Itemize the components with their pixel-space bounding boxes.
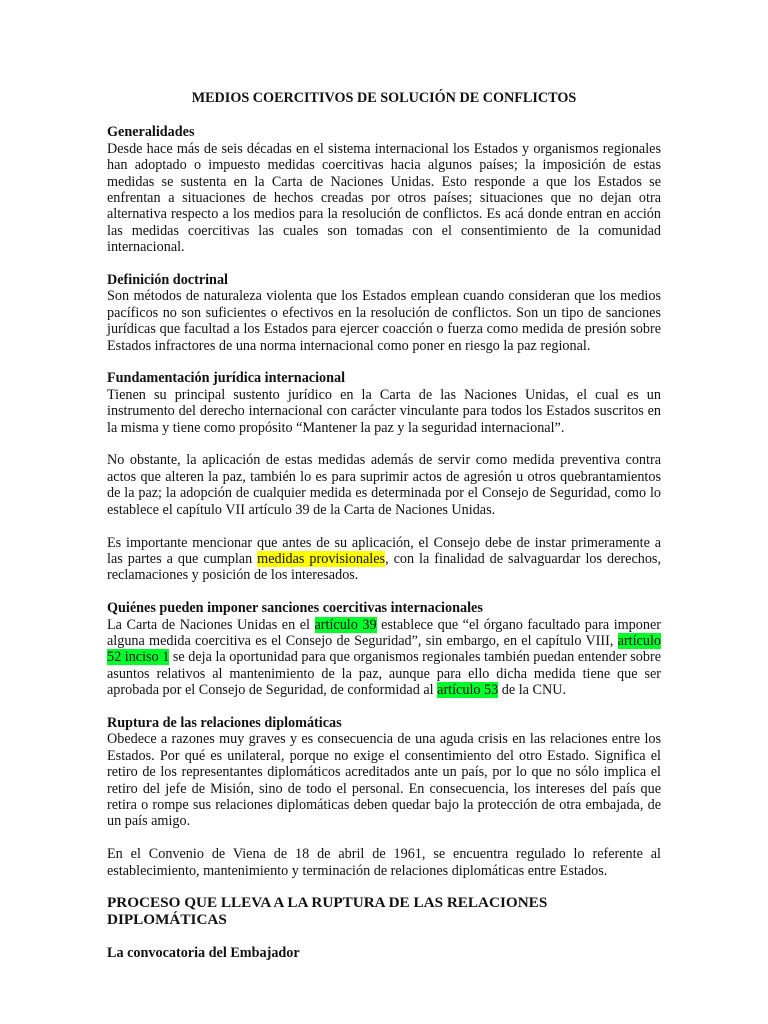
highlight-medidas-provisionales: medidas provisionales	[257, 550, 386, 567]
paragraph-ruptura-2: En el Convenio de Viena de 18 de abril de 1961, se encuentra regulado lo referente al establecimiento, mantenimiento y terminación de relaciones diplomáticas entre Estados.	[107, 846, 661, 879]
paragraph-definicion: Son métodos de naturaleza violenta que los Estados emplean cuando consideran que los medios pacíficos no son suficientes o efectivos en la resolución de conflictos. Son un tipo de sanciones jurídicas que facultad a los Estados para ejercer coacción o fuerza como medida de presión sobre Estados infractores de una norma internacional como poner en riesgo la paz regional.	[107, 288, 661, 354]
paragraph-fundamentacion-2: No obstante, la aplicación de estas medidas además de servir como medida preventiva contra actos que alteren la paz, también lo es para suprimir actos de agresión u otros quebrantamientos de la paz; la adopción de cualquier medida es determinada por el Consejo de Seguridad, como lo establece el capítulo VII artículo 39 de la Carta de Naciones Unidas.	[107, 452, 661, 518]
document-title: MEDIOS COERCITIVOS DE SOLUCIÓN DE CONFLICTOS	[191, 90, 577, 106]
heading-generalidades: Generalidades	[107, 124, 195, 141]
heading-definicion: Definición doctrinal	[107, 272, 228, 289]
heading-ruptura: Ruptura de las relaciones diplomáticas	[107, 714, 342, 731]
text-run: establece que “el órgano facultado para imponer alguna medida coercitiva es el Consejo de Seguridad”, sin embargo, en el capítulo VIII,	[107, 616, 661, 649]
text-run: Es importante mencionar que antes de su aplicación, el Consejo debe de instar primeramente a las partes a que cumplan	[107, 534, 661, 567]
paragraph-fundamentacion-3	[107, 535, 661, 584]
heading-quienes: Quiénes pueden imponer sanciones coercitivas internacionales	[107, 600, 483, 617]
highlight-articulo-53: artículo 53	[437, 682, 499, 699]
text-run: , con la finalidad de salvaguardar los derechos, reclamaciones y posición de los interesados.	[107, 550, 661, 584]
highlight-articulo-52: artículo 52 inciso 1	[107, 632, 661, 666]
paragraph-quienes	[107, 617, 661, 699]
paragraph-fundamentacion-1: Tienen su principal sustento jurídico en la Carta de las Naciones Unidas, el cual es un instrumento del derecho internacional con carácter vinculante para todos los Estados suscritos en la misma y tiene como propósito “Mantener la paz y la seguridad internacional”.	[107, 386, 661, 436]
text-run: se deja la oportunidad para que organismos regionales también puedan entender sobre asuntos relativos al mantenimiento de la paz, aunque para ello dicha medida tiene que ser aprobada por el Consejo de Seguridad, de conformidad al	[107, 649, 661, 699]
text-run: La Carta de Naciones Unidas en el	[107, 616, 315, 633]
heading-fundamentacion: Fundamentación jurídica internacional	[107, 370, 346, 387]
paragraph-ruptura-1: Obedece a razones muy graves y es consecuencia de una aguda crisis en las relaciones entre los Estados. Por qué es unilateral, porque no exige el consentimiento del otro Estado. Significa el retiro de los representantes diplomáticos acreditados ante un país, por lo que no sólo implica el retiro del jefe de Misión, sino de todo el personal. En consecuencia, los intereses del país que retira o rompe sus relaciones diplomáticas deben quedar bajo la protección de otra embajada, de un país amigo.	[107, 731, 661, 830]
highlight-articulo-39: artículo 39	[314, 616, 377, 633]
subheading-convocatoria: La convocatoria del Embajador	[107, 944, 300, 961]
paragraph-generalidades: Desde hace más de seis décadas en el sistema internacional los Estados y organismos regionales han adoptado o impuesto medidas coercitivas hacia algunos países; la imposición de estas medidas se sustenta en la Carta de Naciones Unidas. Esto responde a que los Estados se enfrentan a situaciones de hechos creadas por otros países; situaciones que no dejan otra alternativa respecto a los medios para la resolución de conflictos. Es acá donde entran en acción las medidas coercitivas las cuales son tomadas con el consentimiento de la comunidad internacional.	[107, 140, 661, 256]
heading-proceso: PROCESO QUE LLEVA A LA RUPTURA DE LAS RELACIONES DIPLOMÁTICAS	[107, 894, 548, 928]
text-run: de la CNU.	[498, 682, 567, 699]
